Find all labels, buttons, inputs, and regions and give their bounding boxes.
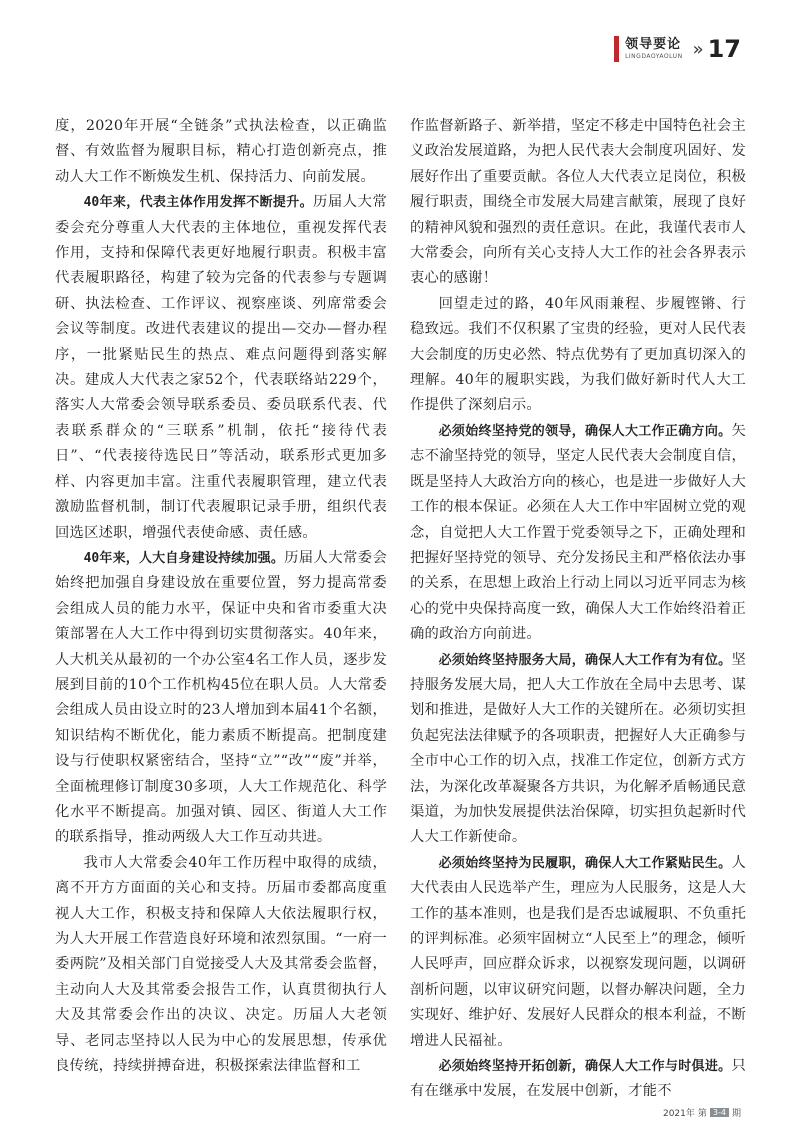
left-column bbox=[55, 114, 387, 1079]
footer-year: 2021年 bbox=[662, 1109, 695, 1119]
paragraph-text: 回望走过的路，40年风雨兼程、步履铿锵、行稳致远。我们不仅积累了宝贵的经验，更对人民代表大会制度的历史必然、特点优势有了更加真切深入的理解。40年的履职实践，为我们做好新时代人大工作提供了深刻启示。 bbox=[410, 295, 746, 414]
paragraph-lead: 必须始终坚持党的领导，确保人大工作正确方向。 bbox=[438, 423, 732, 439]
paragraph-lead: 必须始终坚持服务大局，确保人大工作有为有位。 bbox=[438, 652, 732, 668]
column-title-block bbox=[625, 38, 683, 60]
paragraph bbox=[55, 190, 387, 546]
footer-di: 第 bbox=[697, 1109, 707, 1119]
paragraph bbox=[55, 851, 387, 1080]
paragraph bbox=[55, 114, 387, 190]
paragraph-text: 坚持服务发展大局，把人大工作放在全局中去思考、谋划和推进，是做好人大工作的关键所在。必须切实担负起宪法法律赋予的各项职责，把握好人大正确参与全市中心工作的切入点，找准工作定位，创新方式方法，为深化改革凝聚各方共识，为化解矛盾畅通民意渠道，为加快发展提供法治保障，切实担负起新时代人大工作新使命。 bbox=[410, 651, 746, 846]
paragraph-text: 作监督新路子、新举措，坚定不移走中国特色社会主义政治发展道路，为把人民代表大会制度巩固好、发展好作出了重要贡献。各位人大代表立足岗位，积极履行职责，围绕全市发展大局建言献策，展现了良好的精神风貌和强烈的责任意识。在此，我谨代表市人大常委会，向所有关心支持人大工作的社会各界表示衷心的感谢！ bbox=[410, 118, 746, 287]
paragraph-text: 人大代表由人民选举产生，理应为人民服务，这是人大工作的基本准则，也是我们是否忠诚履职、不负重托的评判标准。必须牢固树立“人民至上”的理念，倾听人民呼声，回应群众诉求，以视察发现问题，以调研剖析问题，以审议研究问题，以督办解决问题，全力实现好、维护好、发展好人民群众的根本利益，不断增进人民福祉。 bbox=[410, 854, 746, 1049]
paragraph bbox=[410, 419, 746, 648]
paragraph-text: 历届人大常委会充分尊重人大代表的主体地位，重视发挥代表作用，支持和保障代表更好地履行职责。积极丰富代表履职路径，构建了较为完备的代表参与专题调研、执法检查、工作评议、视察座谈、列席常委会会议等制度。改进代表建议的提出—交办—督办程序，一批紧贴民生的热点、难点问题得到落实解决。建成人大代表之家52个，代表联络站229个，落实人大常委会领导联系委员、委员联系代表、代表联系群众的“三联系”机制，依托“接待代表日”、“代表接待选民日”等活动，联系形式更加多样、内容更加丰富。注重代表履职管理，建立代表激励监督机制，制订代表履职记录手册，组织代表回选区述职，增强代表使命感、责任感。 bbox=[55, 194, 388, 541]
paragraph bbox=[410, 648, 746, 851]
column-title: 领导要论 bbox=[625, 37, 682, 52]
paragraph bbox=[410, 114, 746, 292]
footer-qi: 期 bbox=[731, 1109, 741, 1119]
page-footer bbox=[663, 1106, 741, 1119]
paragraph-lead: 必须始终坚持为民履职，确保人大工作紧贴民生。 bbox=[438, 855, 732, 871]
page-number: 17 bbox=[707, 35, 741, 63]
paragraph-text: 矢志不渝坚持党的领导，坚定人民代表大会制度自信，既是坚持人大政治方向的核心，也是进一步做好人大工作的根本保证。必须在人大工作中牢固树立党的观念，自觉把人大工作置于党委领导之下，正确处理和把握好坚持党的领导、充分发扬民主和严格依法办事的关系，在思想上政治上行动上同以习近平同志为核心的党中央保持高度一致，确保人大工作始终沿着正确的政治方向前进。 bbox=[410, 422, 746, 643]
paragraph-lead: 40年来，代表主体作用发挥不断提升。 bbox=[83, 195, 313, 211]
page-header bbox=[614, 34, 741, 64]
paragraph bbox=[410, 851, 746, 1054]
paragraph bbox=[55, 546, 387, 851]
column-subtitle: LINGDAOYAOLUN bbox=[625, 53, 683, 60]
paragraph-text: 只有在继承中发展，在发展中创新，才能不 bbox=[410, 1058, 746, 1100]
footer-issue: 3-4 bbox=[710, 1108, 729, 1117]
paragraph bbox=[410, 292, 746, 419]
paragraph-text: 历届人大常委会始终把加强自身建设放在重要位置，努力提高常委会组成人员的能力水平，保证中央和省市委重大决策部署在人大工作中得到切实贯彻落实。40年来，人大机关从最初的一个办公室4名工作人员，逐步发展到目前的10个工作机构45位在职人员。人大常委会组成人员由设立时的23人增加到本届41个名额，知识结构不断优化，能力素质不断提高。把制度建设与行使职权紧密结合，坚持“立”“改”“废”并举，全面梳理修订制度30多项，人大工作规范化、科学化水平不断提高。加强对镇、园区、街道人大工作的联系指导，推动两级人大工作互动共进。 bbox=[55, 549, 388, 846]
right-column bbox=[410, 114, 746, 1105]
paragraph bbox=[410, 1054, 746, 1105]
chevron-icon: » bbox=[692, 38, 704, 60]
paragraph-lead: 40年来，人大自身建设持续加强。 bbox=[83, 550, 285, 566]
paragraph-text: 度，2020年开展“全链条”式执法检查，以正确监督、有效监督为履职目标，精心打造创新亮点，推动人大工作不断焕发生机、保持活力、向前发展。 bbox=[55, 118, 387, 185]
paragraph-lead: 必须始终坚持开拓创新，确保人大工作与时俱进。 bbox=[438, 1059, 732, 1075]
paragraph-text: 我市人大常委会40年工作历程中取得的成绩，离不开方方面面的关心和支持。历届市委都高度重视人大工作，积极支持和保障人大依法履职行权，为人大开展工作营造良好环境和浓烈氛围。“一府一委两院”及相关部门自觉接受人大及其常委会监督，主动向人大及其常委会报告工作，认真贯彻执行人大及其常委会作出的决议、决定。历届人大老领导、老同志坚持以人民为中心的发展思想，传承优良传统，持续拼搏奋进，积极探索法律监督和工 bbox=[55, 854, 387, 1075]
header-accent-bar bbox=[614, 36, 619, 62]
